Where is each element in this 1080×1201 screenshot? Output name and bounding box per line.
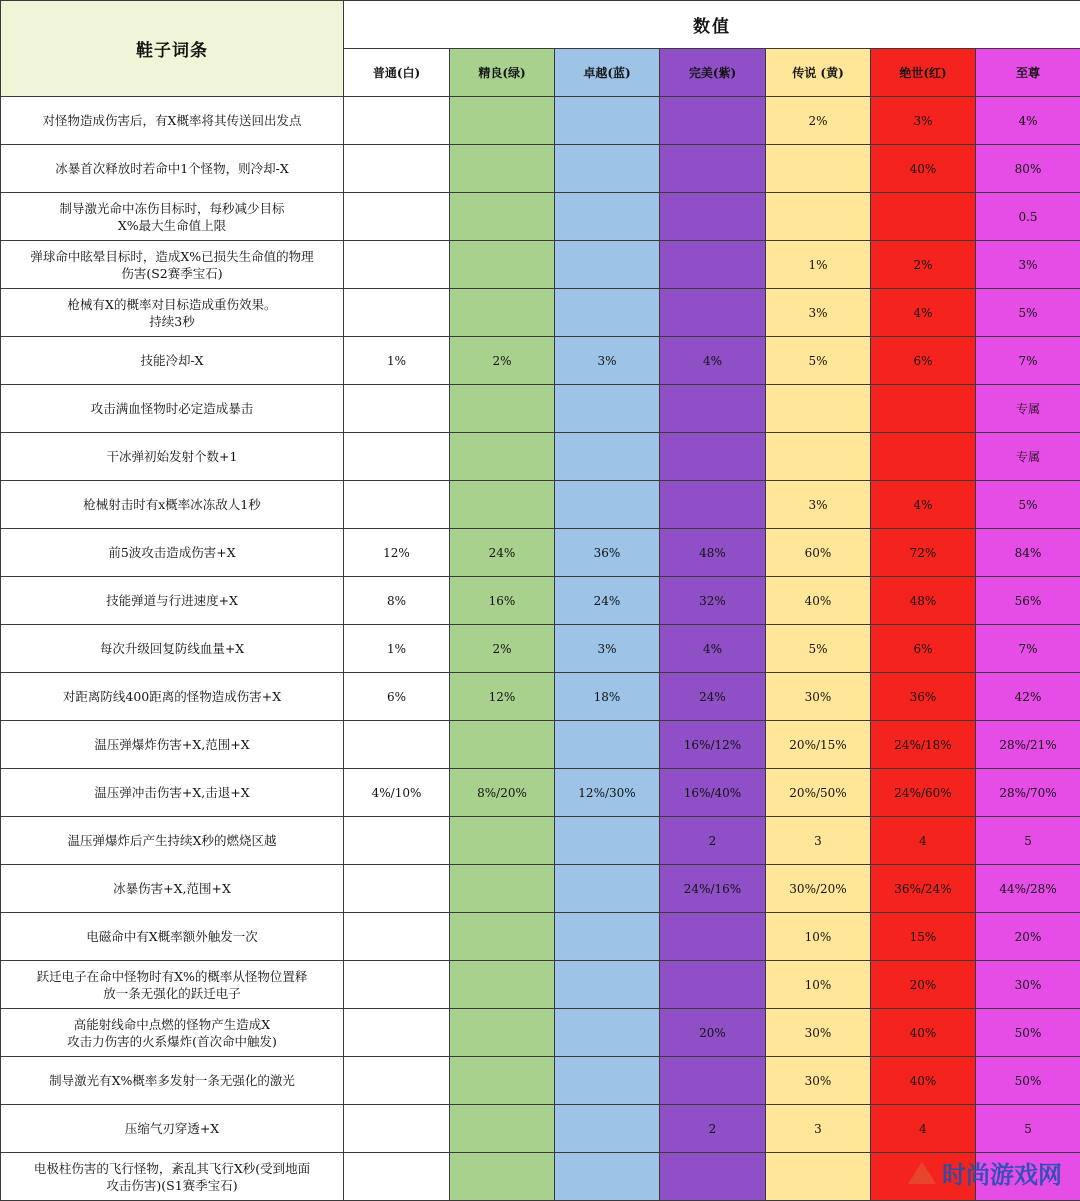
value-cell: 30% [766, 1057, 871, 1105]
table-row [1, 1105, 1080, 1153]
value-cell: 80% [976, 145, 1080, 193]
table-row [1, 97, 1080, 145]
value-cell: 8%/20% [450, 769, 555, 817]
value-cell: 20% [871, 961, 976, 1009]
value-cell: 50% [976, 1057, 1080, 1105]
value-cell [450, 1057, 555, 1105]
value-cell [660, 193, 766, 241]
value-cell [555, 1057, 660, 1105]
affix-label: 干冰弹初始发射个数+1 [1, 433, 344, 481]
value-cell [766, 385, 871, 433]
value-cell [660, 289, 766, 337]
value-cell: 8% [344, 577, 450, 625]
value-cell [450, 97, 555, 145]
value-cell: 24% [660, 673, 766, 721]
value-cell: 30%/20% [766, 865, 871, 913]
value-cell: 28%/21% [976, 721, 1080, 769]
value-cell: 0.5 [976, 193, 1080, 241]
affix-label: 每次升级回复防线血量+X [1, 625, 344, 673]
value-cell [344, 1057, 450, 1105]
affix-label: 温压弹爆炸伤害+X,范围+X [1, 721, 344, 769]
value-cell: 4% [660, 337, 766, 385]
value-cell: 5% [766, 625, 871, 673]
value-cell: 36% [555, 529, 660, 577]
value-cell [344, 241, 450, 289]
value-cell: 44%/28% [976, 865, 1080, 913]
affix-label: 温压弹冲击伤害+X,击退+X [1, 769, 344, 817]
value-cell [871, 385, 976, 433]
value-cell [555, 241, 660, 289]
value-cell: 24% [555, 577, 660, 625]
table-row [1, 1153, 1080, 1201]
value-cell: 3% [766, 289, 871, 337]
value-cell: 3% [555, 625, 660, 673]
value-cell [976, 1153, 1080, 1201]
value-cell [450, 1009, 555, 1057]
table-row [1, 1009, 1080, 1057]
value-cell: 3% [766, 481, 871, 529]
value-cell: 12%/30% [555, 769, 660, 817]
affix-label: 前5波攻击造成伤害+X [1, 529, 344, 577]
row-label-header: 鞋子词条 [1, 1, 344, 97]
value-cell [871, 433, 976, 481]
value-cell: 20%/15% [766, 721, 871, 769]
tier-header: 绝世(红) [871, 49, 976, 97]
value-cell: 36%/24% [871, 865, 976, 913]
affix-label: 枪械有X的概率对目标造成重伤效果。 持续3秒 [1, 289, 344, 337]
value-cell [344, 913, 450, 961]
affix-label: 高能射线命中点燃的怪物产生造成X 攻击力伤害的火系爆炸(首次命中触发) [1, 1009, 344, 1057]
affix-label: 冰暴首次释放时若命中1个怪物，则冷却-X [1, 145, 344, 193]
table-row [1, 385, 1080, 433]
value-cell: 32% [660, 577, 766, 625]
value-cell: 1% [766, 241, 871, 289]
value-cell [555, 1153, 660, 1201]
affix-label: 压缩气刃穿透+X [1, 1105, 344, 1153]
value-cell [766, 1153, 871, 1201]
value-cell: 2% [450, 625, 555, 673]
value-cell: 1% [344, 337, 450, 385]
value-cell [450, 1105, 555, 1153]
value-cell [450, 865, 555, 913]
value-cell [344, 145, 450, 193]
value-cell [555, 721, 660, 769]
tier-header: 传说 (黄) [766, 49, 871, 97]
value-cell: 1% [344, 625, 450, 673]
value-cell: 3% [555, 337, 660, 385]
affix-label: 技能冷却-X [1, 337, 344, 385]
value-cell [344, 1153, 450, 1201]
value-cell: 48% [660, 529, 766, 577]
value-cell [344, 961, 450, 1009]
value-cell: 20% [976, 913, 1080, 961]
value-cell: 5% [766, 337, 871, 385]
value-cell: 40% [871, 1009, 976, 1057]
value-cell: 3% [871, 97, 976, 145]
value-cell [450, 289, 555, 337]
value-cell: 48% [871, 577, 976, 625]
value-cell: 56% [976, 577, 1080, 625]
value-cell: 16%/40% [660, 769, 766, 817]
value-cell: 专属 [976, 385, 1080, 433]
affix-label: 制导激光命中冻伤目标时，每秒减少目标 X%最大生命值上限 [1, 193, 344, 241]
value-cell [660, 385, 766, 433]
table-row [1, 577, 1080, 625]
affix-label: 枪械射击时有x概率冰冻敌人1秒 [1, 481, 344, 529]
value-cell: 20%/50% [766, 769, 871, 817]
value-cell [450, 241, 555, 289]
value-cell [871, 1153, 976, 1201]
value-cell: 40% [871, 145, 976, 193]
affix-label: 跃迁电子在命中怪物时有X%的概率从怪物位置释 放一条无强化的跃迁电子 [1, 961, 344, 1009]
value-cell [344, 433, 450, 481]
tier-header: 卓越(蓝) [555, 49, 660, 97]
value-cell: 16% [450, 577, 555, 625]
value-cell [555, 481, 660, 529]
value-cell [344, 1009, 450, 1057]
value-cell [555, 385, 660, 433]
value-cell: 5% [976, 481, 1080, 529]
value-cell: 24%/18% [871, 721, 976, 769]
value-cell [660, 961, 766, 1009]
affix-label: 对怪物造成伤害后，有X概率将其传送回出发点 [1, 97, 344, 145]
value-cell [344, 721, 450, 769]
value-cell [555, 865, 660, 913]
value-cell [555, 145, 660, 193]
affix-label: 电极柱伤害的飞行怪物，紊乱其飞行X秒(受到地面 攻击伤害)(S1赛季宝石) [1, 1153, 344, 1201]
table-row [1, 721, 1080, 769]
value-cell [660, 433, 766, 481]
value-cell: 12% [450, 673, 555, 721]
table-row [1, 193, 1080, 241]
value-cell [344, 385, 450, 433]
value-cell: 24% [450, 529, 555, 577]
table-row [1, 865, 1080, 913]
value-cell [450, 145, 555, 193]
table-row [1, 529, 1080, 577]
value-cell [344, 865, 450, 913]
value-cell [766, 145, 871, 193]
value-cell: 2% [766, 97, 871, 145]
table-row [1, 145, 1080, 193]
value-cell: 10% [766, 913, 871, 961]
value-cell [450, 193, 555, 241]
value-cell: 6% [344, 673, 450, 721]
value-cell [555, 961, 660, 1009]
value-cell: 4% [871, 481, 976, 529]
value-cell: 84% [976, 529, 1080, 577]
tier-header: 普通(白) [344, 49, 450, 97]
table-row [1, 1057, 1080, 1105]
value-cell [555, 193, 660, 241]
table-row [1, 433, 1080, 481]
tier-header: 至尊 [976, 49, 1080, 97]
affix-label: 冰暴伤害+X,范围+X [1, 865, 344, 913]
value-cell [660, 145, 766, 193]
value-cell: 4% [976, 97, 1080, 145]
value-cell: 30% [976, 961, 1080, 1009]
value-cell: 60% [766, 529, 871, 577]
value-cell [344, 289, 450, 337]
value-cell: 专属 [976, 433, 1080, 481]
affix-label: 电磁命中有X概率额外触发一次 [1, 913, 344, 961]
value-cell [450, 913, 555, 961]
affix-label: 弹球命中眩晕目标时，造成X%已损失生命值的物理 伤害(S2赛季宝石) [1, 241, 344, 289]
value-cell: 4 [871, 1105, 976, 1153]
value-cell [344, 193, 450, 241]
value-cell [660, 241, 766, 289]
value-cell: 4%/10% [344, 769, 450, 817]
value-cell: 30% [766, 1009, 871, 1057]
value-cell: 18% [555, 673, 660, 721]
value-cell [555, 817, 660, 865]
value-cell: 2% [871, 241, 976, 289]
value-cell: 12% [344, 529, 450, 577]
affix-label: 攻击满血怪物时必定造成暴击 [1, 385, 344, 433]
value-cell [450, 481, 555, 529]
value-cell [660, 913, 766, 961]
value-cell [450, 721, 555, 769]
value-cell [555, 913, 660, 961]
tier-header: 精良(绿) [450, 49, 555, 97]
affix-label: 制导激光有X%概率多发射一条无强化的激光 [1, 1057, 344, 1105]
table-row [1, 673, 1080, 721]
table-row [1, 913, 1080, 961]
value-cell: 50% [976, 1009, 1080, 1057]
value-cell: 2 [660, 1105, 766, 1153]
value-cell: 42% [976, 673, 1080, 721]
value-cell: 4% [871, 289, 976, 337]
value-cell [555, 289, 660, 337]
value-cell [344, 97, 450, 145]
value-cell [450, 433, 555, 481]
table-row [1, 481, 1080, 529]
value-cell: 36% [871, 673, 976, 721]
value-cell [450, 961, 555, 1009]
values-group-header: 数值 [344, 1, 1080, 49]
value-cell: 2% [450, 337, 555, 385]
value-cell: 4% [660, 625, 766, 673]
value-cell [660, 1153, 766, 1201]
value-cell [344, 1105, 450, 1153]
value-cell: 15% [871, 913, 976, 961]
value-cell [450, 385, 555, 433]
value-cell: 20% [660, 1009, 766, 1057]
value-cell [344, 481, 450, 529]
value-cell: 3 [766, 1105, 871, 1153]
table-row [1, 337, 1080, 385]
value-cell: 5% [976, 289, 1080, 337]
table-row [1, 625, 1080, 673]
value-cell: 30% [766, 673, 871, 721]
value-cell: 7% [976, 337, 1080, 385]
value-cell: 6% [871, 337, 976, 385]
table-row [1, 817, 1080, 865]
value-cell: 24%/60% [871, 769, 976, 817]
value-cell: 3% [976, 241, 1080, 289]
affix-label: 对距离防线400距离的怪物造成伤害+X [1, 673, 344, 721]
value-cell [766, 433, 871, 481]
value-cell: 5 [976, 817, 1080, 865]
value-cell [344, 817, 450, 865]
value-cell [555, 97, 660, 145]
value-cell [555, 1009, 660, 1057]
value-cell: 6% [871, 625, 976, 673]
table-row [1, 769, 1080, 817]
value-cell [660, 481, 766, 529]
value-cell: 72% [871, 529, 976, 577]
value-cell [660, 97, 766, 145]
watermark-text: 时尚游戏网 [942, 1155, 1062, 1190]
value-cell: 3 [766, 817, 871, 865]
value-cell [555, 433, 660, 481]
value-cell: 10% [766, 961, 871, 1009]
table-row [1, 961, 1080, 1009]
value-cell: 5 [976, 1105, 1080, 1153]
value-cell: 40% [871, 1057, 976, 1105]
value-cell: 4 [871, 817, 976, 865]
value-cell [450, 817, 555, 865]
value-cell: 7% [976, 625, 1080, 673]
value-cell: 2 [660, 817, 766, 865]
value-cell: 28%/70% [976, 769, 1080, 817]
value-cell: 24%/16% [660, 865, 766, 913]
value-cell [766, 193, 871, 241]
value-cell [871, 193, 976, 241]
affix-label: 温压弹爆炸后产生持续X秒的燃烧区越 [1, 817, 344, 865]
table-row [1, 289, 1080, 337]
value-cell: 16%/12% [660, 721, 766, 769]
value-cell: 40% [766, 577, 871, 625]
value-cell [450, 1153, 555, 1201]
affix-label: 技能弹道与行进速度+X [1, 577, 344, 625]
value-cell [555, 1105, 660, 1153]
value-cell [660, 1057, 766, 1105]
table-row [1, 241, 1080, 289]
tier-header: 完美(紫) [660, 49, 766, 97]
